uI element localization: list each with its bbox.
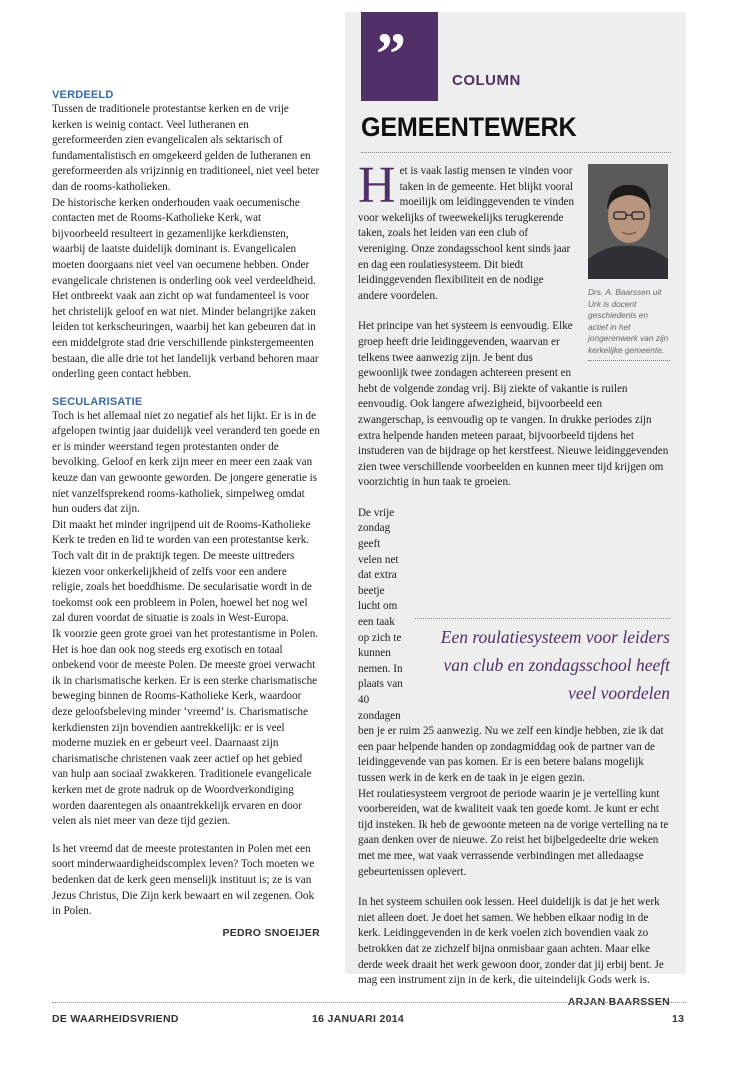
- author-signature: PEDRO SNOEIJER: [222, 926, 320, 939]
- quote-mark-box: [361, 12, 438, 101]
- paragraph: Is het vreemd dat de meeste protestanten in Polen met een soort minderwaardigheidscomplex leven? Toch moeten we bedenken dat de kerk geen menselijk instituut is; ze is van Jezus Christus, Die Zijn kerk bewaart en wil zegenen. Ook in Polen.: [52, 842, 315, 918]
- author-photo-block: [588, 164, 670, 361]
- paragraph: Toch is het allemaal niet zo negatief als het lijkt. Er is in de afgelopen twintig jaar duidelijk veel veranderd ten goede en er is minder weerstand tegen protestanten onder de bevolking. Geloof en kerk zijn meer en meer een zaak van keuze dan van gewoonte geworden. De jongere generatie is niet vanzelfsprekend rooms-katholiek, simpelweg omdat hun ouders dat zijn.: [52, 409, 320, 516]
- paragraph: Het is vaak lastig mensen te vinden voor taken in de gemeente. Het blijkt vooral moeilijk om leidinggevenden te vinden voor wekelijks of tweewekelijks terugkerende taken, zoals het leiden van een club of vereniging. Onze zondagsschool kent sinds jaar en dag een roulatiesysteem. Dit biedt leidinggevenden flexibiliteit en de nodige andere voordelen.: [358, 157, 575, 302]
- page-number: 13: [672, 1013, 685, 1025]
- column-body: [358, 157, 670, 1010]
- paragraph: Het roulatiesysteem vergroot de periode waarin je je vertelling kunt voorbereiden, wat de kwaliteit vaak ten goede komt. Je kunt er echt tijd insteken. Ik heb de gewoonte meteen na de vorige vertelling na te gaan denken over de nieuwe. Zo reist het bijbelgedeelte drie weken met me mee, wat vaak verrassende verbindingen met alledaagse gebeurtenissen oplevert.: [358, 787, 669, 878]
- pull-quote: Een roulatiesysteem voor leiders van club en zondagsschool heeft veel voordelen: [415, 618, 670, 707]
- paragraph: Het principe van het systeem is eenvoudig. Elke groep heeft drie leidinggevenden, waarvan er telkens twee aanwezig zijn. Je bent dus gewoonlijk twee zondagen achtereen present en hebt de volgende zondag vrij. Bij ziekte of vakantie is ruilen eenvoudig. Ook langere afwezigheid, bijvoorbeeld een zwangerschap, is eenvoudig op te vangen. In drukke periodes zijn extra helpende handen meteen paraat, bijvoorbeeld tijdens het instuderen van de bijdrage op het kerstfeest. Nieuwe leidinggevenden zien twee verschillende voorbeelden en kunnen meer tijd krijgen om voorzichtig in hun taak te groeien.: [358, 320, 669, 489]
- section-heading: SECULARISATIE: [52, 395, 143, 408]
- drop-cap: H: [358, 157, 396, 214]
- footer-publication: DE WAARHEIDSVRIEND: [52, 1013, 179, 1025]
- paragraph: Tussen de traditionele protestantse kerken en de vrije kerken is weinig contact. Veel lutheranen en gereformeerden zien evangelicalen als sektarisch of fundamentalistisch en omgekeerd gelden de lutheranen en gereformeerden als vrijzinnig en traditioneel, niet veel beter dan de rooms-katholieken.: [52, 103, 320, 193]
- paragraph: De vrije zondag geeft velen net dat extra beetje lucht om een taak op zich te kunnen nemen. In plaats van 40 zondagen ben je er ruim 25 aanwezig. Nu we zelf een kindje hebben, zie ik dat een paar helpende handen op zondagmiddag ook de partner van de leidinggevende van pas komen. Er is een betere balans mogelijk tussen werk in de kerk en de taak in je eigen gezin.: [358, 506, 664, 784]
- paragraph: Ik voorzie geen grote groei van het protestantisme in Polen. Het is hoe dan ook nog steeds erg exotisch en totaal onbekend voor de meeste Polen. De meeste groei verwacht ik in charismatische kerken. Er is een sterke charismatische beweging binnen de Rooms-Katholieke Kerk, waardoor deze geloofsbeleving minder ‘vreemd’ is. Charismatische kerkdiensten zijn bovendien aantrekkelijk: er is veel moderne muziek en er gebeurt veel. Daarnaast zijn charismatische christenen vaak zeer actief op het gebied van hulp aan sociaal zwakkeren. Traditionele evangelicale kerken met de grote nadruk op de Woordverkondiging worden daarentegen als onaantrekkelijk ervaren en door velen als niet meer van deze tijd gezien.: [52, 628, 319, 828]
- column-label: COLUMN: [452, 72, 521, 89]
- quote-mark-icon: ”: [376, 21, 406, 87]
- author-caption: Drs. A. Baarssen uit Urk is docent geschiedenis en actief in het jongerenwerk van zijn kerkelijke gemeente.: [588, 287, 670, 361]
- section-heading: VERDEELD: [52, 89, 114, 101]
- footer-date: 16 JANUARI 2014: [312, 1013, 405, 1025]
- paragraph: De historische kerken onderhouden vaak oecumenische contacten met de Rooms-Katholieke Kerk, wat bijvoorbeeld resulteert in gezamenlijke kerkdiensten, waarbij de laatste duidelijk dominant is. Evangelicalen moeten doorgaans niet veel van oecumene hebben. Onder evangelicale christenen is onderling ook veel verdeeldheid. Het ontbreekt vaak aan zicht op wat fundamenteel is voor het christelijk geloof en wat niet. Minder belangrijke zaken leiden tot kerkscheuringen, waarbij het kan gebeuren dat in een middelgrote stad drie verschillende pinkstergemeenten bestaan, die alle drie tot het landelijk verband behoren maar onderling geen contact hebben.: [52, 196, 319, 381]
- author-photo: [588, 164, 668, 279]
- author-signature: ARJAN BAARSSEN: [567, 995, 670, 1008]
- portrait-icon: [588, 164, 668, 279]
- title-divider: [361, 152, 671, 153]
- column-title: GEMEENTEWERK: [361, 112, 577, 142]
- left-article: [52, 88, 320, 941]
- paragraph: Dit maakt het minder ingrijpend uit de Rooms-Katholieke Kerk te treden en lid te worden van een protestantse kerk. Toch valt dit in de praktijk tegen. De meeste uittreders kiezen voor onkerkelijkheid of zelfs voor een andere religie, zoals het boeddhisme. De secularisatie wordt in de toekomst ook een probleem in Polen, hoewel het nog wel zal duren voordat de situatie is zoals in West-Europa.: [52, 518, 312, 625]
- footer-divider: [52, 1002, 686, 1003]
- paragraph: In het systeem schuilen ook lessen. Heel duidelijk is dat je het werk niet alleen doet. Je doet het samen. We hebben elkaar nodig in de kerk. Leidinggevenden in de kerk voelen zich bovendien vaak zo betrokken dat ze zichzelf bijna onmisbaar gaan achten. Maar elke derde week draait het werk gewoon door, zonder dat jij erbij bent. Je mag een instrument zijn in de kerk, die uiteindelijk Gods werk is.: [358, 896, 664, 987]
